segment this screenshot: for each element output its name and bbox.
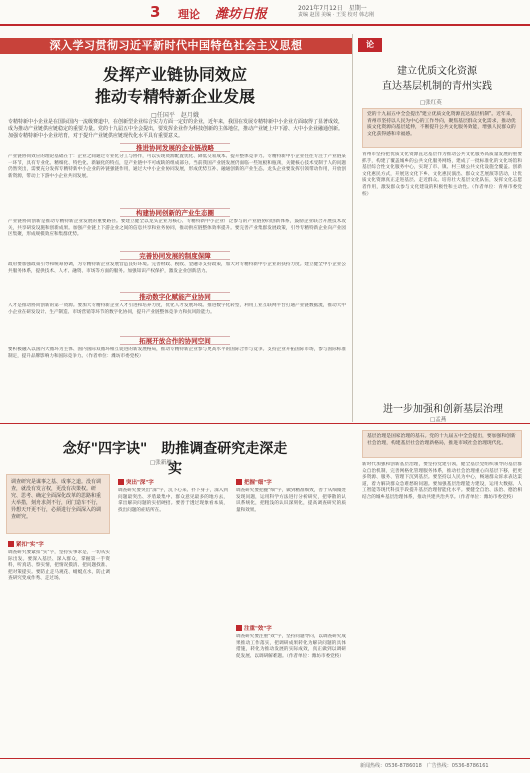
- right-article-2-byline: □孟燕: [430, 417, 447, 423]
- main-article-title: [30, 64, 320, 108]
- subsection-heading-3: [236, 478, 272, 486]
- banner-text: 深入学习贯彻习近平新时代中国特色社会主义思想: [49, 39, 303, 52]
- square-bullet-icon: [236, 625, 242, 631]
- page-footer: [0, 758, 530, 773]
- section-body-4: 人才是推动协同创新的第一资源。要加大专精特新企业人才引进和培养力度，优化人才发展环境。推进数字化转型，利用工业互联网平台打通产业链数据流，推动大中小企业在研发设计、生产制造、市场营销等环节的数字化协同，提升产业链整体竞争力和抗风险能力。: [8, 303, 346, 315]
- subsection-body-4: 调查研究要注重"效"字，坚持问题导向，以调查研究成果推动工作落实，把调研成果转化为解决问题的具体措施，转化为推动发展的实际成效，真正做到以调研促发展、以调研解难题。（作者单位：潍坊市委党校）: [236, 634, 346, 659]
- horizontal-divider: [0, 423, 530, 424]
- bottom-article-title: 念好"四字诀" 助推调查研究走深走实: [62, 441, 288, 477]
- right-article-byline: □张红英: [420, 100, 442, 106]
- page-header: [0, 0, 530, 26]
- subsection-body-2: 调查研究要突出"深"字，沉下心来、扑下身子，深入到问题最突出、矛盾最集中、群众意见最多的地方去，拿出解决问题的实招硬招。要善于透过现象看本质，找出问题的症结所在。: [118, 488, 228, 513]
- subsection-heading-3-text: 把握"细"字: [244, 480, 272, 486]
- main-article-lead: 专精特新中小企业是在国际国内一流级赛道中，在创新型企业综合实力方面一定好的企业，近年来，我国在发展专精特新中小企业方面取得了显著成效，成为推动产业链供应链稳定的重要力量。党的十九届五中全会提出，要发挥企业作为科技创新的主体地位，推动产业链上中下游、大中小企业融通创新。加强专精特新中小企业培育，对于提升产业链供应链现代化水平具有重要意义。: [8, 119, 344, 139]
- issue-date: 2021年7月12日 星期一: [298, 5, 367, 12]
- square-bullet-icon: [118, 479, 124, 485]
- section-body-3: 政府要加强政策引导和统筹协调，为专精特新企业发展营造良好环境。完善财政、税收、金融等支持政策，加大对专精特新中小企业的扶持力度。建立健全中小企业公共服务体系，提供技术、人才、融资、市场等方面的服务。加强知识产权保护，激发企业创新活力。: [8, 262, 346, 274]
- right-article-2-lead: 基层治理是国家治理的基石。党的十九届五中全会提出，要加强和创新社会治理，构建基层社会治理新格局，推进市域社会治理现代化。: [362, 430, 522, 458]
- section-heading-4: 推动数字化赋能产业协同: [120, 292, 230, 301]
- section-name: 理论: [178, 8, 200, 21]
- right-article-2-body: 新时代加强和创新基层治理，要坚持党建引领，健全基层党组织领导的基层群众自治机制，完善网格化管理服务体系，推动社会治理重心向基层下移，把更多资源、服务、管理下沉到基层。要坚持以人民为中心，畅通群众诉求表达渠道，着力解决群众急难愁盼问题。要加强基层治理能力建设，运用大数据、人工智能等现代科技手段提升基层治理智能化水平。要健全自治、法治、德治相结合的城乡基层治理体系，推动共建共治共享。（作者单位：潍坊市委党校）: [362, 462, 522, 500]
- subsection-heading-2: [118, 478, 154, 486]
- bottom-article-byline: □张新雁: [150, 460, 172, 466]
- main-title-line-1: 发挥产业链协同效应: [102, 65, 247, 84]
- right-article-2-title: 进一步加强和创新基层治理: [383, 404, 503, 415]
- editor-info: 责编 赵国 美编 · 王雯 校对 韩志刚: [298, 12, 375, 18]
- theme-banner: [0, 38, 352, 54]
- section-body-5: 要积极融入以国内大循环为主体、国内国际双循环相互促进的新发展格局，推动专精特新企业参与更高水平的国际合作与竞争。支持企业开拓国际市场，参与国际标准制定，提升品牌影响力和国际竞争力。（作者单位：潍坊市委党校）: [8, 347, 346, 359]
- right-title-line-1: 建立优质文化资源: [397, 66, 477, 77]
- section-body-1: 产业链协同效应的理论基础在于：企业之间通过专业化分工与协作，可以实现资源配置优化、降低交易成本、提升整体竞争力。专精特新中小企业往往专注于产业链某一环节，具有专业化、精细化、特色化、新颖化的特点，是产业链中不可或缺的组成部分。当前我国产业链发展仍面临一些短板和瓶颈，关键核心技术受制于人的问题仍然突出，需要充分发挥专精特新中小企业的补链强链作用，通过大中小企业协同发展，形成优势互补、融通创新的产业生态。龙头企业要发挥引领带动作用，开放创新资源，带动上下游中小企业共同发展。: [8, 154, 346, 179]
- right-article-title: [372, 64, 502, 94]
- section-heading-5: 拓展开放合作的协同空间: [120, 336, 230, 345]
- subsection-heading-1-text: 紧扣"实"字: [16, 542, 44, 548]
- section-heading-1: 推进协同发展的企业链战略: [120, 143, 230, 152]
- subsection-heading-4: [236, 624, 272, 632]
- footer-text: 新闻热线：0536-8786018 广告热线：0536-8786161: [360, 763, 489, 769]
- page-number: 3: [150, 3, 161, 21]
- subsection-body-3: 调查研究要把握"细"字，做到精准细致，善于从细微处发现问题，运用科学方法进行分析研究，把零散的认识系统化，把粗浅的认识深刻化，提高调查研究的质量和效果。: [236, 488, 346, 513]
- section-heading-2: 构建协同创新的产业生态圈: [120, 208, 230, 217]
- subsection-heading-4-text: 注重"效"字: [244, 626, 272, 632]
- right-article-lead: 党的十九届五中全会提出"建立优质文化资源直达基层机制"。近年来，青州市坚持以人民为中心的工作导向，聚焦基层群众文化需求，推动优质文化资源向基层延伸，不断提升公共文化服务效能，增强人民群众的文化获得感和幸福感。: [362, 108, 522, 148]
- subsection-body-1: 调查研究要紧扣"实"字，坚持实事求是，一切从实际出发。要深入基层、深入群众，掌握第一手资料，听真话、察实情，把情况摸清、把问题找准、把对策提实。要防止走马观花、蜻蜓点水，防止调查研究变成作秀、走过场。: [8, 550, 110, 582]
- subsection-heading-2-text: 突出"深"字: [126, 480, 154, 486]
- pull-quote: 调查研究是谋事之基、成事之道。没有调查，就没有发言权，更没有决策权。研究、思考、确定全面深化改革的思路和重大举措，刻舟求剑不行，闭门造车不行，异想天开更不行，必须进行全面深入的调查研究。: [6, 474, 110, 534]
- main-title-line-2: 推动专精特新企业发展: [94, 87, 255, 106]
- square-bullet-icon: [236, 479, 242, 485]
- square-bullet-icon: [8, 541, 14, 547]
- subsection-heading-1: [8, 540, 44, 548]
- section-body-2: 产业链协同创新是推动专精特新企业发展的重要路径。要建立健全以龙头企业为核心、专精特新中小企业广泛参与的产业链协同创新体系，鼓励企业联合开展技术攻关，共享研发设施和创新成果。加强产业链上下游企业之间的信息共享和业务协同，推动供应链整体效率提升。要完善产业集群发展政策，引导专精特新企业向产业园区集聚，形成规模效应和集群优势。: [8, 219, 346, 238]
- main-article-byline: □任国平 赵月娥: [151, 112, 199, 119]
- column-divider: [352, 34, 353, 422]
- section-heading-3: 完善协同发展的制度保障: [120, 251, 230, 260]
- commentary-label: 论: [358, 38, 382, 52]
- newspaper-logo: 潍坊日报: [215, 7, 268, 22]
- right-title-line-2: 直达基层机制的青州实践: [382, 81, 492, 92]
- right-article-body: 青州市坚持把优质文化资源直达基层作为推动公共文化服务高质量发展的重要抓手，构建了覆盖城乡的公共文化服务网络，建成了一批标准化的文化场馆和基层综合性文化服务中心，实现了市、镇、村三级公共文化设施全覆盖。创新文化惠民方式，开展送文化下乡、文化惠民演出、群众文艺展演等活动，让优质文化资源真正走进基层、走近群众。培育壮大基层文化队伍，发挥文化志愿者作用，激发群众参与文化建设的积极性和主动性。（作者单位：青州市委党校）: [362, 152, 522, 197]
